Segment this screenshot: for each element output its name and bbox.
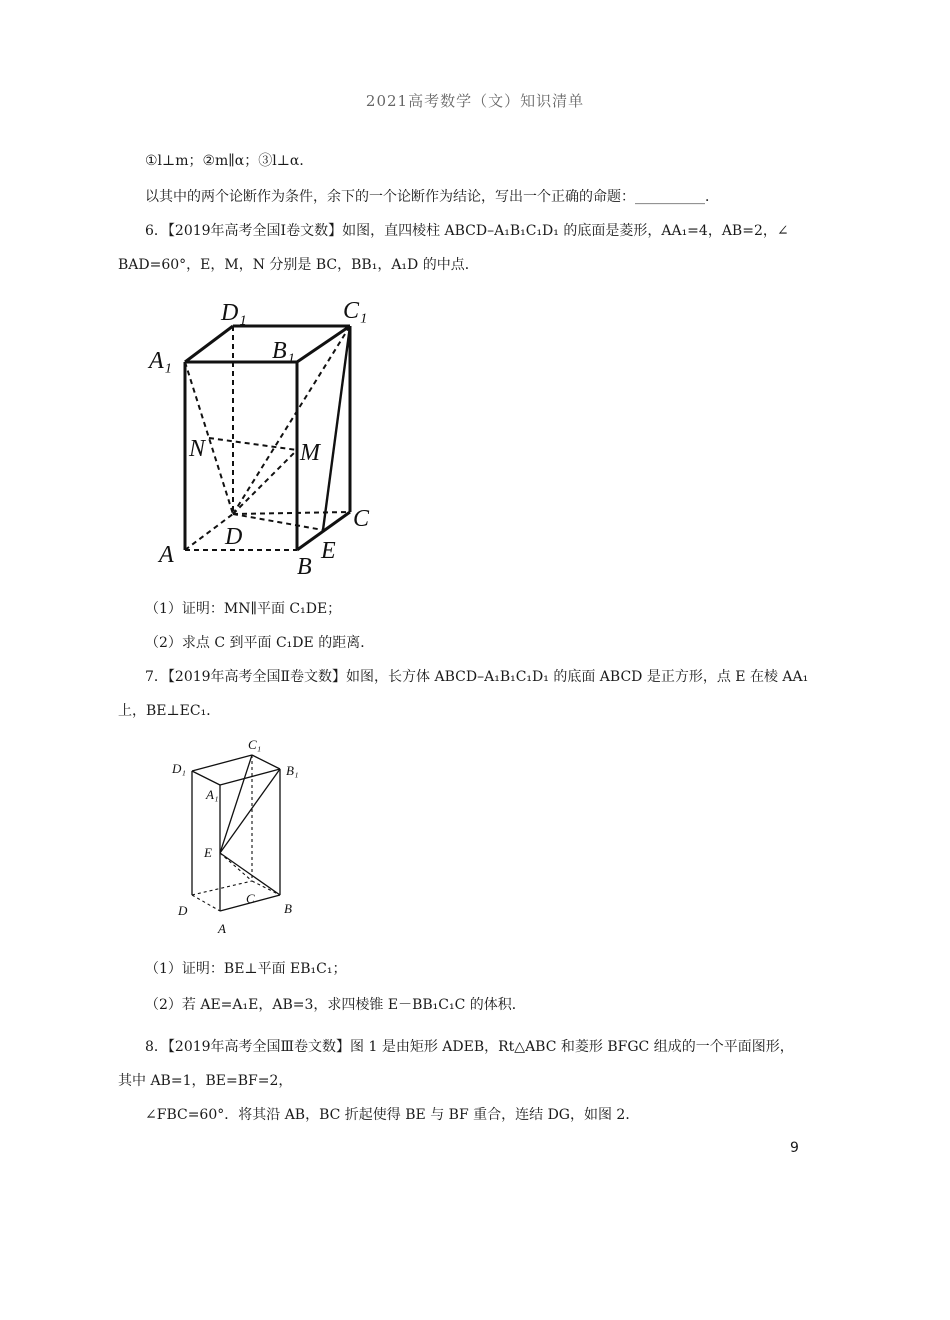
intro-question: 以其中的两个论断作为条件，余下的一个论断作为结论，写出一个正确的命题：__________． xyxy=(145,189,719,205)
label-C: C xyxy=(246,891,255,906)
label-E: E xyxy=(321,538,336,564)
label-B1: B₁ xyxy=(286,763,299,778)
q7-cuboid-figure xyxy=(168,735,318,940)
q6-prism-figure xyxy=(145,290,385,580)
label-D1: D₁ xyxy=(172,761,186,776)
label-A: A xyxy=(159,542,174,568)
q8-stem-line1: 8．【2019年高考全国Ⅲ卷文数】图 1 是由矩形 ADEB，Rt△ABC 和菱形 BFGC 组成的一个平面图形， xyxy=(145,1039,794,1055)
label-B: B xyxy=(297,554,312,580)
label-D1: D₁ xyxy=(221,300,247,326)
q6-stem-line2: BAD=60°，E，M，N 分别是 BC，BB₁，A₁D 的中点． xyxy=(118,257,479,273)
label-A1: A₁ xyxy=(206,787,219,802)
label-D: D xyxy=(225,524,243,550)
q6-part1: （1）证明：MN∥平面 C₁DE； xyxy=(145,601,342,617)
label-A1: A₁ xyxy=(149,348,173,374)
label-C1: C₁ xyxy=(343,298,368,324)
q7-part2: （2）若 AE=A₁E，AB=3，求四棱锥 E－BB₁C₁C 的体积． xyxy=(145,997,526,1013)
label-C: C xyxy=(353,506,370,532)
label-N: N xyxy=(189,436,206,462)
label-B1: B₁ xyxy=(272,338,296,364)
q7-stem-line2: 上，BE⊥EC₁． xyxy=(118,703,221,719)
label-A: A xyxy=(218,921,226,936)
page-header: 2021高考数学（文）知识清单 xyxy=(365,92,585,110)
label-C1: C₁ xyxy=(248,737,262,752)
q7-part1: （1）证明：BE⊥平面 EB₁C₁； xyxy=(145,961,347,977)
q6-part2: （2）求点 C 到平面 C₁DE 的距离． xyxy=(145,635,375,651)
label-D: D xyxy=(178,903,188,918)
q8-stem-line3: ∠FBC=60°．将其沿 AB，BC 折起使得 BE 与 BF 重合，连结 DG，如图 2． xyxy=(145,1107,640,1123)
q6-stem-line1: 6．【2019年高考全国Ⅰ卷文数】如图，直四棱柱 ABCD–A₁B₁C₁D₁ 的底面是菱形，AA₁=4，AB=2，∠ xyxy=(145,223,789,239)
intro-conditions: ①l⊥m；②m∥α；③l⊥α． xyxy=(145,153,314,169)
label-E: E xyxy=(204,845,212,860)
q8-stem-line2: 其中 AB=1，BE=BF=2， xyxy=(118,1073,293,1089)
page-number: 9 xyxy=(790,1140,799,1156)
q7-stem-line1: 7．【2019年高考全国Ⅱ卷文数】如图，长方体 ABCD–A₁B₁C₁D₁ 的底面 ABCD 是正方形，点 E 在棱 AA₁ xyxy=(145,669,809,685)
label-B: B xyxy=(284,901,292,916)
label-M: M xyxy=(300,440,320,466)
